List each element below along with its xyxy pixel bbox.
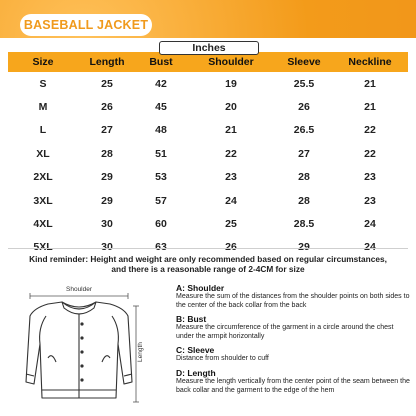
shoulder-label: Shoulder [66,286,93,293]
value-cell: 25 [101,77,113,90]
value-cell: 60 [155,218,167,231]
value-cell: 27 [101,124,113,137]
size-cell: L [39,124,47,137]
value-cell: 21 [225,124,237,137]
value-cell: 28 [298,194,310,207]
value-cell: 22 [225,147,237,160]
table-header-row [8,52,408,72]
value-cell: 21 [364,101,376,114]
jacket-diagram [12,282,152,412]
jacket-buttons [80,322,83,381]
column-header: Neckline [348,56,392,68]
size-cell: 3XL [33,194,53,207]
column-header: Sleeve [287,56,321,68]
column-header: Shoulder [208,56,254,68]
table-row [8,119,408,142]
page-title: BASEBALL JACKET [23,18,149,32]
value-cell: 23 [364,171,376,184]
value-cell: 21 [364,77,376,90]
value-cell: 57 [155,194,167,207]
jacket-illustration [12,282,152,412]
jacket-outline [26,302,132,398]
size-reminder [8,254,408,274]
column-header: Size [32,56,54,68]
size-table [8,52,408,259]
value-cell: 29 [101,171,113,184]
value-cell: 20 [225,101,237,114]
value-cell: 24 [364,218,376,231]
value-cell: 25.5 [293,77,315,90]
table-row [8,212,408,235]
value-cell: 53 [155,171,167,184]
value-cell: 23 [364,194,376,207]
value-cell: 25 [225,218,237,231]
value-cell: 23 [225,171,237,184]
size-cell: 4XL [33,218,53,231]
column-header: Bust [149,56,173,68]
value-cell: 22 [364,124,376,137]
measure-sleeve: C: Sleeve Distance from shoulder to cuff [176,345,269,363]
length-label: Length [137,342,144,362]
value-cell: 51 [155,147,167,160]
value-cell: 42 [155,77,167,90]
value-cell: 27 [298,147,310,160]
size-cell: M [38,101,48,114]
title-pill [20,14,152,36]
value-cell: 19 [225,77,237,90]
reminder-line-2: and there is a reasonable range of 2-4CM for size [111,264,305,274]
table-row [8,95,408,118]
table-row [8,189,408,212]
measure-length: D: Length Measure the length vertically from the center point of the seam between the back collar and the garment to the edge of the hem [176,367,410,394]
section-divider [8,248,408,249]
unit-label: Inches [159,41,259,55]
measure-bust: B: Bust Measure the circumference of the garment in a circle around the chest under the armpit horizontally [176,314,394,340]
column-header: Length [89,56,125,68]
value-cell: 26 [298,101,310,114]
reminder-line-1: Kind reminder: Height and weight are only recommended based on regular circumstances, [29,254,387,264]
measure-shoulder: A: Shoulder Measure the sum of the distances from the shoulder points on both sides to the center of the back collar from the back [176,283,410,309]
value-cell: 28.5 [293,218,315,231]
size-cell: XL [36,147,50,160]
table-body [8,72,408,259]
value-cell: 28 [298,171,310,184]
value-cell: 28 [101,147,113,160]
value-cell: 48 [155,124,167,137]
value-cell: 22 [364,147,376,160]
value-cell: 30 [101,218,113,231]
size-cell: 2XL [33,171,53,184]
value-cell: 26.5 [293,124,315,137]
value-cell: 45 [155,101,167,114]
size-cell: S [39,77,47,90]
table-row [8,142,408,165]
measurement-guide [176,283,412,399]
value-cell: 24 [225,194,237,207]
table-row [8,166,408,189]
value-cell: 26 [101,101,113,114]
value-cell: 29 [101,194,113,207]
table-row [8,72,408,95]
